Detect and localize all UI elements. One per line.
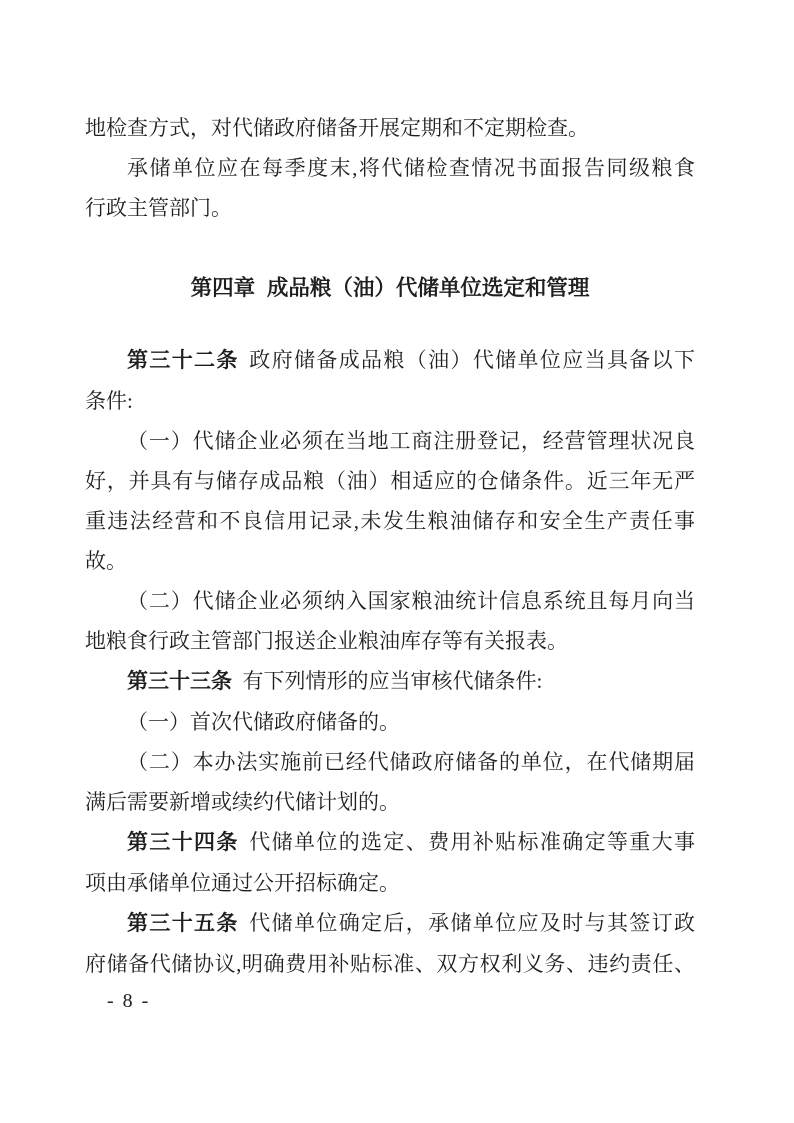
text-line: 故。 xyxy=(85,549,127,573)
chapter-number: 第四章 xyxy=(190,276,256,300)
text-line: 地粮食行政主管部门报送企业粮油库存等有关报表。 xyxy=(85,629,568,653)
text-line: 好，并具有与储存成品粮（油）相适应的仓储条件。近三年无严 xyxy=(85,469,695,493)
article-number: 第三十四条 xyxy=(127,831,239,854)
article-number: 第三十三条 xyxy=(127,670,232,693)
document-body xyxy=(85,108,695,984)
chapter-heading xyxy=(85,268,695,308)
text-line: 项由承储单位通过公开招标确定。 xyxy=(85,871,400,895)
text-line xyxy=(85,661,695,702)
text-line: 满后需要新增或续约代储计划的。 xyxy=(85,790,400,814)
chapter-title: 成品粮（油）代储单位选定和管理 xyxy=(266,276,590,300)
text-line: 地检查方式，对代储政府储备开展定期和不定期检查。 xyxy=(85,116,589,140)
text-line xyxy=(85,340,695,381)
text-line: 承储单位应在每季度末,将代储检查情况书面报告同级粮食 xyxy=(127,156,695,180)
text-line: 重违法经营和不良信用记录,未发生粮油储存和安全生产责任事 xyxy=(85,509,695,533)
text-line: 行政主管部门。 xyxy=(85,196,232,220)
text-line xyxy=(85,903,695,944)
text-line: 府储备代储协议,明确费用补贴标准、双方权利义务、违约责任、 xyxy=(85,952,695,976)
article-number: 第三十五条 xyxy=(127,912,239,935)
text-line: （二）代储企业必须纳入国家粮油统计信息系统且每月向当 xyxy=(127,589,695,613)
article-text: 有下列情形的应当审核代储条件: xyxy=(242,669,543,693)
article-text: 代储单位确定后，承储单位应及时与其签订政 xyxy=(249,911,696,935)
text-line: 条件: xyxy=(85,389,133,413)
article-number: 第三十二条 xyxy=(127,349,239,372)
text-line: （一）首次代储政府储备的。 xyxy=(127,710,400,734)
article-text: 政府储备成品粮（油）代储单位应当具备以下 xyxy=(249,348,696,372)
text-line: （一）代储企业必须在当地工商注册登记，经营管理状况良 xyxy=(127,429,695,453)
text-line: （二）本办法实施前已经代储政府储备的单位，在代储期届 xyxy=(127,750,695,774)
page-number: - 8 - xyxy=(107,990,151,1012)
article-text: 代储单位的选定、费用补贴标准确定等重大事 xyxy=(249,830,696,854)
text-line xyxy=(85,822,695,863)
